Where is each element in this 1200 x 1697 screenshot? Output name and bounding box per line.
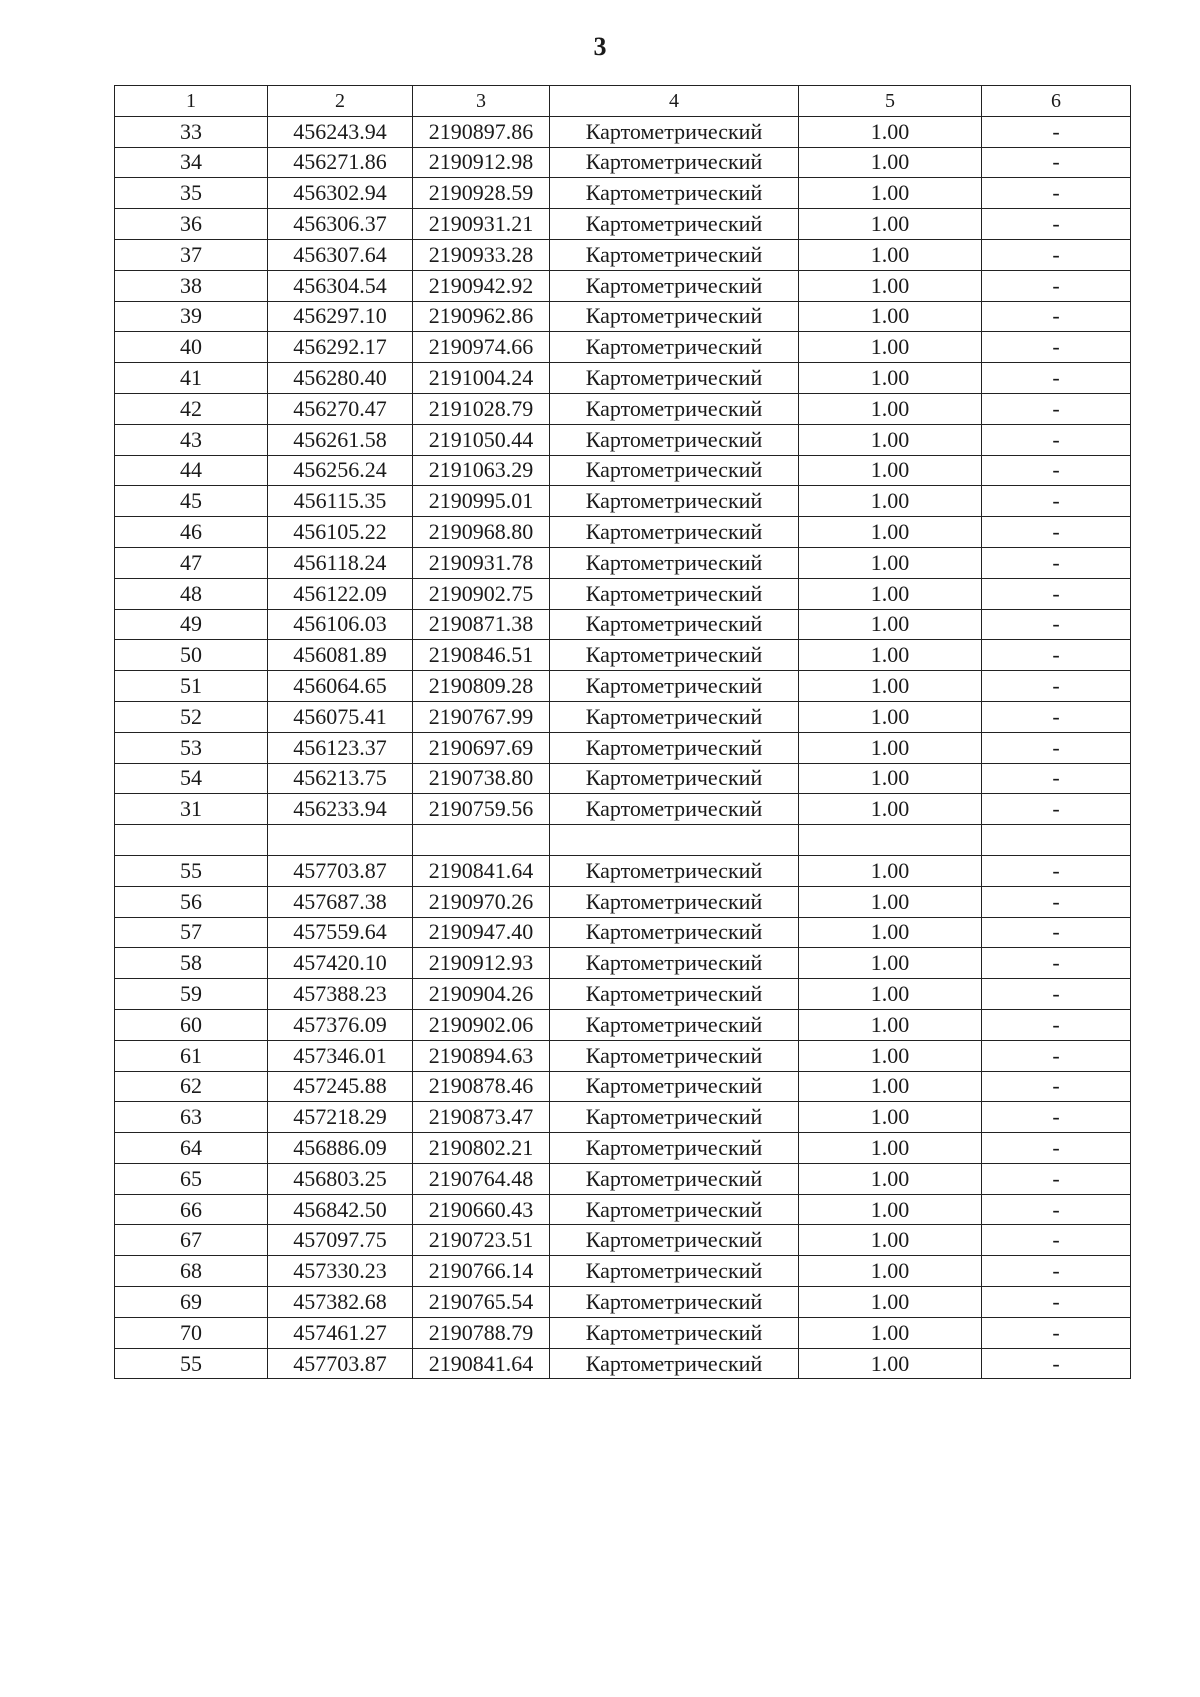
cell-point-number: 38 <box>115 270 268 301</box>
cell-method: Картометрический <box>550 547 799 578</box>
cell-description: - <box>982 1287 1131 1318</box>
cell-x: 456081.89 <box>268 640 413 671</box>
cell-x: 456122.09 <box>268 578 413 609</box>
cell-point-number: 40 <box>115 332 268 363</box>
cell-accuracy: 1.00 <box>799 948 982 979</box>
table-body <box>115 116 1131 1379</box>
table-row <box>115 794 1131 825</box>
cell-point-number: 36 <box>115 209 268 240</box>
cell-point-number: 43 <box>115 424 268 455</box>
cell-description: - <box>982 855 1131 886</box>
table-row <box>115 948 1131 979</box>
cell-method: Картометрический <box>550 393 799 424</box>
cell-accuracy: 1.00 <box>799 640 982 671</box>
cell-y: 2190765.54 <box>413 1287 550 1318</box>
cell-x: 456256.24 <box>268 455 413 486</box>
table-row <box>115 979 1131 1010</box>
cell-point-number: 49 <box>115 609 268 640</box>
cell-method: Картометрический <box>550 640 799 671</box>
cell-accuracy: 1.00 <box>799 1348 982 1379</box>
cell-x: 456115.35 <box>268 486 413 517</box>
table-row <box>115 547 1131 578</box>
cell-accuracy: 1.00 <box>799 209 982 240</box>
cell-description: - <box>982 701 1131 732</box>
cell-accuracy: 1.00 <box>799 609 982 640</box>
cell-point-number: 47 <box>115 547 268 578</box>
cell-x: 457330.23 <box>268 1256 413 1287</box>
cell-description: - <box>982 1163 1131 1194</box>
cell-description: - <box>982 270 1131 301</box>
cell-y: 2190723.51 <box>413 1225 550 1256</box>
table-row <box>115 917 1131 948</box>
cell-y: 2190970.26 <box>413 886 550 917</box>
cell-point-number: 41 <box>115 363 268 394</box>
cell-method: Картометрический <box>550 794 799 825</box>
header-row <box>115 86 1131 117</box>
cell-x: 456233.94 <box>268 794 413 825</box>
cell-point-number: 35 <box>115 178 268 209</box>
cell-point-number: 45 <box>115 486 268 517</box>
cell-x: 457245.88 <box>268 1071 413 1102</box>
cell-point-number: 62 <box>115 1071 268 1102</box>
table-row <box>115 732 1131 763</box>
cell-point-number <box>115 825 268 856</box>
table-row <box>115 1256 1131 1287</box>
cell-method: Картометрический <box>550 1225 799 1256</box>
table-row <box>115 1225 1131 1256</box>
cell-point-number: 65 <box>115 1163 268 1194</box>
cell-x: 457218.29 <box>268 1102 413 1133</box>
cell-y: 2190766.14 <box>413 1256 550 1287</box>
cell-description: - <box>982 517 1131 548</box>
table-row <box>115 886 1131 917</box>
cell-description: - <box>982 1133 1131 1164</box>
cell-accuracy: 1.00 <box>799 855 982 886</box>
header-cell-accuracy: 5 <box>799 86 982 117</box>
cell-method: Картометрический <box>550 455 799 486</box>
cell-method: Картометрический <box>550 486 799 517</box>
cell-point-number: 34 <box>115 147 268 178</box>
cell-accuracy: 1.00 <box>799 1102 982 1133</box>
cell-accuracy: 1.00 <box>799 886 982 917</box>
cell-x: 456302.94 <box>268 178 413 209</box>
cell-x: 456842.50 <box>268 1194 413 1225</box>
table-row <box>115 147 1131 178</box>
cell-description: - <box>982 455 1131 486</box>
cell-y: 2190931.21 <box>413 209 550 240</box>
table-header <box>115 86 1131 117</box>
cell-x: 456803.25 <box>268 1163 413 1194</box>
cell-y: 2190902.06 <box>413 1009 550 1040</box>
cell-point-number: 50 <box>115 640 268 671</box>
cell-accuracy: 1.00 <box>799 1040 982 1071</box>
table-row <box>115 763 1131 794</box>
cell-y: 2191050.44 <box>413 424 550 455</box>
header-cell-x: 2 <box>268 86 413 117</box>
cell-x: 456075.41 <box>268 701 413 732</box>
table-row <box>115 178 1131 209</box>
cell-method: Картометрический <box>550 517 799 548</box>
cell-x: 457097.75 <box>268 1225 413 1256</box>
cell-accuracy: 1.00 <box>799 332 982 363</box>
cell-description: - <box>982 609 1131 640</box>
cell-point-number: 33 <box>115 116 268 147</box>
cell-method: Картометрический <box>550 178 799 209</box>
cell-point-number: 66 <box>115 1194 268 1225</box>
cell-accuracy: 1.00 <box>799 1163 982 1194</box>
cell-description: - <box>982 1194 1131 1225</box>
table-row <box>115 455 1131 486</box>
cell-y: 2190894.63 <box>413 1040 550 1071</box>
table-row <box>115 1163 1131 1194</box>
cell-point-number: 39 <box>115 301 268 332</box>
cell-x: 457388.23 <box>268 979 413 1010</box>
cell-y: 2190767.99 <box>413 701 550 732</box>
cell-x: 456064.65 <box>268 671 413 702</box>
cell-method: Картометрический <box>550 116 799 147</box>
cell-point-number: 64 <box>115 1133 268 1164</box>
cell-description: - <box>982 332 1131 363</box>
cell-point-number: 61 <box>115 1040 268 1071</box>
table-row <box>115 1009 1131 1040</box>
page-number: 3 <box>593 32 607 61</box>
cell-method: Картометрический <box>550 578 799 609</box>
cell-description: - <box>982 239 1131 270</box>
cell-method: Картометрический <box>550 701 799 732</box>
cell-method: Картометрический <box>550 855 799 886</box>
cell-point-number: 68 <box>115 1256 268 1287</box>
cell-method: Картометрический <box>550 1133 799 1164</box>
cell-y: 2190942.92 <box>413 270 550 301</box>
cell-point-number: 31 <box>115 794 268 825</box>
table-row <box>115 301 1131 332</box>
cell-accuracy: 1.00 <box>799 794 982 825</box>
cell-point-number: 42 <box>115 393 268 424</box>
cell-y: 2191063.29 <box>413 455 550 486</box>
cell-y: 2190873.47 <box>413 1102 550 1133</box>
header-cell-description: 6 <box>982 86 1131 117</box>
cell-y: 2190738.80 <box>413 763 550 794</box>
cell-accuracy: 1.00 <box>799 116 982 147</box>
cell-accuracy: 1.00 <box>799 578 982 609</box>
cell-method: Картометрический <box>550 1009 799 1040</box>
cell-y: 2190802.21 <box>413 1133 550 1164</box>
cell-accuracy: 1.00 <box>799 547 982 578</box>
cell-x: 456118.24 <box>268 547 413 578</box>
cell-method: Картометрический <box>550 1163 799 1194</box>
cell-description: - <box>982 1317 1131 1348</box>
cell-method: Картометрический <box>550 301 799 332</box>
cell-x: 456306.37 <box>268 209 413 240</box>
cell-x: 456105.22 <box>268 517 413 548</box>
cell-y: 2190697.69 <box>413 732 550 763</box>
cell-x: 457376.09 <box>268 1009 413 1040</box>
table-row <box>115 640 1131 671</box>
cell-point-number: 51 <box>115 671 268 702</box>
cell-y: 2190962.86 <box>413 301 550 332</box>
cell-point-number: 58 <box>115 948 268 979</box>
cell-description: - <box>982 486 1131 517</box>
cell-description: - <box>982 763 1131 794</box>
table-row <box>115 1102 1131 1133</box>
table-row <box>115 825 1131 856</box>
cell-accuracy: 1.00 <box>799 671 982 702</box>
cell-method: Картометрический <box>550 979 799 1010</box>
cell-method: Картометрический <box>550 1317 799 1348</box>
cell-description: - <box>982 363 1131 394</box>
cell-accuracy: 1.00 <box>799 1256 982 1287</box>
cell-x: 456292.17 <box>268 332 413 363</box>
cell-method: Картометрический <box>550 424 799 455</box>
header-cell-method: 4 <box>550 86 799 117</box>
cell-point-number: 56 <box>115 886 268 917</box>
cell-y: 2190947.40 <box>413 917 550 948</box>
table-row <box>115 363 1131 394</box>
cell-y: 2190904.26 <box>413 979 550 1010</box>
cell-description: - <box>982 886 1131 917</box>
cell-accuracy: 1.00 <box>799 1225 982 1256</box>
cell-x <box>268 825 413 856</box>
cell-x: 456297.10 <box>268 301 413 332</box>
table-row <box>115 486 1131 517</box>
cell-method: Картометрический <box>550 1071 799 1102</box>
cell-description: - <box>982 732 1131 763</box>
cell-point-number: 63 <box>115 1102 268 1133</box>
table-row <box>115 609 1131 640</box>
cell-point-number: 57 <box>115 917 268 948</box>
cell-description: - <box>982 640 1131 671</box>
cell-y: 2190902.75 <box>413 578 550 609</box>
cell-accuracy: 1.00 <box>799 301 982 332</box>
table-row <box>115 578 1131 609</box>
cell-y: 2190764.48 <box>413 1163 550 1194</box>
cell-accuracy: 1.00 <box>799 1009 982 1040</box>
cell-description: - <box>982 1256 1131 1287</box>
cell-accuracy: 1.00 <box>799 393 982 424</box>
cell-x: 456307.64 <box>268 239 413 270</box>
cell-x: 457420.10 <box>268 948 413 979</box>
cell-description: - <box>982 1348 1131 1379</box>
cell-point-number: 37 <box>115 239 268 270</box>
cell-x: 457703.87 <box>268 1348 413 1379</box>
cell-accuracy: 1.00 <box>799 917 982 948</box>
cell-accuracy: 1.00 <box>799 1194 982 1225</box>
table-row <box>115 270 1131 301</box>
cell-method: Картометрический <box>550 948 799 979</box>
cell-method: Картометрический <box>550 917 799 948</box>
cell-x: 457346.01 <box>268 1040 413 1071</box>
table-row <box>115 855 1131 886</box>
cell-method <box>550 825 799 856</box>
cell-y: 2190928.59 <box>413 178 550 209</box>
cell-method: Картометрический <box>550 671 799 702</box>
cell-x: 457461.27 <box>268 1317 413 1348</box>
cell-accuracy: 1.00 <box>799 732 982 763</box>
cell-description: - <box>982 948 1131 979</box>
cell-accuracy: 1.00 <box>799 239 982 270</box>
cell-accuracy: 1.00 <box>799 1287 982 1318</box>
header-cell-point-number: 1 <box>115 86 268 117</box>
table-row <box>115 393 1131 424</box>
cell-accuracy: 1.00 <box>799 701 982 732</box>
table-row <box>115 1040 1131 1071</box>
cell-y: 2190759.56 <box>413 794 550 825</box>
cell-description: - <box>982 1009 1131 1040</box>
cell-point-number: 54 <box>115 763 268 794</box>
table-row <box>115 209 1131 240</box>
cell-description: - <box>982 147 1131 178</box>
cell-accuracy: 1.00 <box>799 486 982 517</box>
cell-y: 2190788.79 <box>413 1317 550 1348</box>
cell-y: 2190931.78 <box>413 547 550 578</box>
cell-point-number: 53 <box>115 732 268 763</box>
cell-x: 456123.37 <box>268 732 413 763</box>
cell-y: 2190933.28 <box>413 239 550 270</box>
table-row <box>115 517 1131 548</box>
cell-method: Картометрический <box>550 363 799 394</box>
cell-x: 457559.64 <box>268 917 413 948</box>
cell-x: 457703.87 <box>268 855 413 886</box>
cell-method: Картометрический <box>550 147 799 178</box>
cell-x: 456280.40 <box>268 363 413 394</box>
cell-x: 456243.94 <box>268 116 413 147</box>
cell-x: 457382.68 <box>268 1287 413 1318</box>
table-row <box>115 332 1131 363</box>
cell-description: - <box>982 1225 1131 1256</box>
cell-y: 2190841.64 <box>413 1348 550 1379</box>
cell-y: 2190912.98 <box>413 147 550 178</box>
cell-y: 2190878.46 <box>413 1071 550 1102</box>
cell-description: - <box>982 1102 1131 1133</box>
cell-accuracy: 1.00 <box>799 1133 982 1164</box>
cell-y: 2190841.64 <box>413 855 550 886</box>
cell-method: Картометрический <box>550 1287 799 1318</box>
table-row <box>115 239 1131 270</box>
cell-description: - <box>982 209 1131 240</box>
cell-y: 2190974.66 <box>413 332 550 363</box>
table-row <box>115 424 1131 455</box>
cell-description: - <box>982 917 1131 948</box>
cell-point-number: 59 <box>115 979 268 1010</box>
cell-method: Картометрический <box>550 209 799 240</box>
cell-point-number: 70 <box>115 1317 268 1348</box>
cell-point-number: 44 <box>115 455 268 486</box>
cell-point-number: 48 <box>115 578 268 609</box>
cell-point-number: 46 <box>115 517 268 548</box>
cell-accuracy: 1.00 <box>799 270 982 301</box>
cell-accuracy: 1.00 <box>799 517 982 548</box>
cell-accuracy: 1.00 <box>799 455 982 486</box>
cell-accuracy: 1.00 <box>799 178 982 209</box>
cell-y: 2190809.28 <box>413 671 550 702</box>
header-cell-y: 3 <box>413 86 550 117</box>
cell-accuracy: 1.00 <box>799 363 982 394</box>
table-row <box>115 701 1131 732</box>
table-row <box>115 1348 1131 1379</box>
cell-description: - <box>982 424 1131 455</box>
cell-description: - <box>982 578 1131 609</box>
table-row <box>115 1287 1131 1318</box>
cell-x: 456106.03 <box>268 609 413 640</box>
cell-method: Картометрический <box>550 1256 799 1287</box>
cell-x: 456886.09 <box>268 1133 413 1164</box>
cell-x: 457687.38 <box>268 886 413 917</box>
cell-description: - <box>982 547 1131 578</box>
cell-y: 2190897.86 <box>413 116 550 147</box>
cell-description: - <box>982 393 1131 424</box>
cell-y <box>413 825 550 856</box>
cell-method: Картометрический <box>550 1194 799 1225</box>
cell-method: Картометрический <box>550 609 799 640</box>
cell-accuracy: 1.00 <box>799 424 982 455</box>
cell-point-number: 69 <box>115 1287 268 1318</box>
cell-point-number: 60 <box>115 1009 268 1040</box>
cell-accuracy: 1.00 <box>799 763 982 794</box>
table-row <box>115 1194 1131 1225</box>
cell-accuracy: 1.00 <box>799 1071 982 1102</box>
cell-description <box>982 825 1131 856</box>
cell-x: 456270.47 <box>268 393 413 424</box>
cell-method: Картометрический <box>550 886 799 917</box>
table-row <box>115 671 1131 702</box>
cell-method: Картометрический <box>550 270 799 301</box>
cell-point-number: 55 <box>115 855 268 886</box>
table-row <box>115 1133 1131 1164</box>
cell-y: 2191004.24 <box>413 363 550 394</box>
cell-method: Картометрический <box>550 1040 799 1071</box>
cell-accuracy: 1.00 <box>799 979 982 1010</box>
cell-point-number: 67 <box>115 1225 268 1256</box>
cell-x: 456271.86 <box>268 147 413 178</box>
cell-accuracy <box>799 825 982 856</box>
cell-method: Картометрический <box>550 1102 799 1133</box>
cell-point-number: 55 <box>115 1348 268 1379</box>
cell-method: Картометрический <box>550 239 799 270</box>
cell-y: 2190995.01 <box>413 486 550 517</box>
cell-method: Картометрический <box>550 1348 799 1379</box>
table-row <box>115 1317 1131 1348</box>
cell-description: - <box>982 116 1131 147</box>
cell-y: 2190912.93 <box>413 948 550 979</box>
cell-y: 2190846.51 <box>413 640 550 671</box>
cell-description: - <box>982 671 1131 702</box>
cell-method: Картометрический <box>550 763 799 794</box>
cell-accuracy: 1.00 <box>799 1317 982 1348</box>
cell-x: 456213.75 <box>268 763 413 794</box>
cell-description: - <box>982 794 1131 825</box>
cell-y: 2190968.80 <box>413 517 550 548</box>
cell-x: 456304.54 <box>268 270 413 301</box>
cell-y: 2190660.43 <box>413 1194 550 1225</box>
cell-method: Картометрический <box>550 332 799 363</box>
cell-description: - <box>982 1071 1131 1102</box>
cell-description: - <box>982 1040 1131 1071</box>
cell-method: Картометрический <box>550 732 799 763</box>
coordinates-table <box>114 85 1131 1379</box>
cell-accuracy: 1.00 <box>799 147 982 178</box>
cell-description: - <box>982 979 1131 1010</box>
cell-description: - <box>982 178 1131 209</box>
table-row <box>115 1071 1131 1102</box>
cell-x: 456261.58 <box>268 424 413 455</box>
table-row <box>115 116 1131 147</box>
cell-description: - <box>982 301 1131 332</box>
cell-y: 2191028.79 <box>413 393 550 424</box>
cell-y: 2190871.38 <box>413 609 550 640</box>
cell-point-number: 52 <box>115 701 268 732</box>
